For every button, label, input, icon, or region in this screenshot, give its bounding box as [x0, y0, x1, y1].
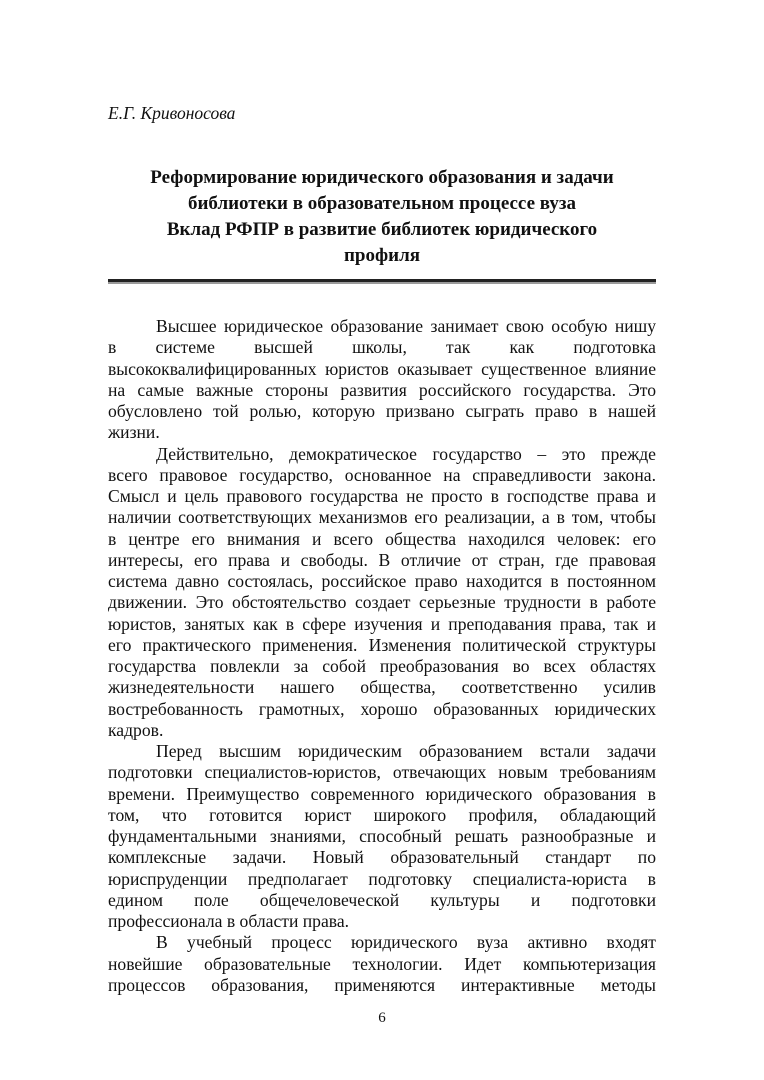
body-line: Действительно, демократическое государство – это прежде [156, 443, 656, 464]
body-line: его практического применения. Изменения политической структуры [108, 634, 656, 655]
body-line: востребованность грамотных, хорошо образованных юридических [108, 698, 656, 719]
body-line: профессионала в области права. [108, 911, 350, 931]
body-line: едином поле общечеловеческой культуры и подготовки [108, 889, 656, 910]
author-name: Е.Г. Кривоносова [108, 103, 236, 123]
body-line: система давно состоялась, российское право находится в постоянном [108, 571, 656, 591]
body-line: интересы, его права и свободы. В отличие от стран, где правовая [108, 549, 656, 570]
title-line: библиотеки в образовательном процессе вуза [187, 193, 577, 214]
body-line: на самые важные стороны развития российского государства. Это [108, 379, 656, 400]
title-line: Реформирование юридического образования и задачи [150, 167, 614, 188]
body-line: жизнедеятельности нашего общества, соответственно усилив [108, 677, 656, 698]
title-line: профиля [343, 245, 421, 266]
body-line: юриспруденции предполагает подготовку специалиста-юриста в [108, 868, 656, 889]
body-line: времени. Преимущество современного юридического образования в [108, 783, 656, 804]
body-line: юристов, занятых как в сфере изучения и преподавания права, так и [108, 613, 656, 634]
body-line: новейшие образовательные технологии. Идет компьютеризация [108, 953, 656, 974]
body-line: фундаментальными знаниями, способный решать разнообразные и [108, 826, 656, 846]
body-line: комплексные задачи. Новый образовательный стандарт по [108, 847, 656, 868]
body-line: подготовки специалистов-юристов, отвечающих новым требованиям [108, 762, 656, 783]
article-title [108, 165, 656, 269]
body-line: жизни. [108, 422, 160, 443]
body-line: высококвалифицированных юристов оказывает существенное влияние [108, 358, 656, 379]
body-line: обусловлено той ролью, которую призвано сыграть право в нашей [108, 401, 656, 421]
body-text [108, 316, 656, 996]
body-line: Высшее юридическое образование занимает свою особую нишу [156, 316, 656, 336]
body-line: В учебный процесс юридического вуза активно входят [156, 932, 656, 953]
body-line: том, что готовится юрист широкого профиля, обладающий [108, 804, 656, 825]
body-line: движении. Это обстоятельство создает серьезные трудности в работе [108, 592, 656, 613]
body-line: в центре его внимания и всего общества находился человек: его [108, 528, 656, 549]
body-line: всего правовое государство, основанное на справедливости закона. [108, 464, 656, 485]
title-line: Вклад РФПР в развитие библиотек юридического [166, 219, 598, 240]
body-line: Смысл и цель правового государства не просто в господстве права и [108, 486, 656, 506]
body-line: процессов образования, применяются интерактивные методы [108, 974, 656, 995]
title-divider [108, 279, 656, 284]
body-line: наличии соответствующих механизмов его реализации, а в том, чтобы [108, 507, 656, 528]
page-number: 6 [378, 1010, 386, 1026]
body-line: государства повлекли за собой преобразования во всех областях [108, 656, 656, 676]
body-line: Перед высшим юридическим образованием встали задачи [156, 741, 656, 761]
body-line: в системе высшей школы, так как подготовка [108, 337, 656, 358]
body-line: кадров. [108, 719, 164, 740]
